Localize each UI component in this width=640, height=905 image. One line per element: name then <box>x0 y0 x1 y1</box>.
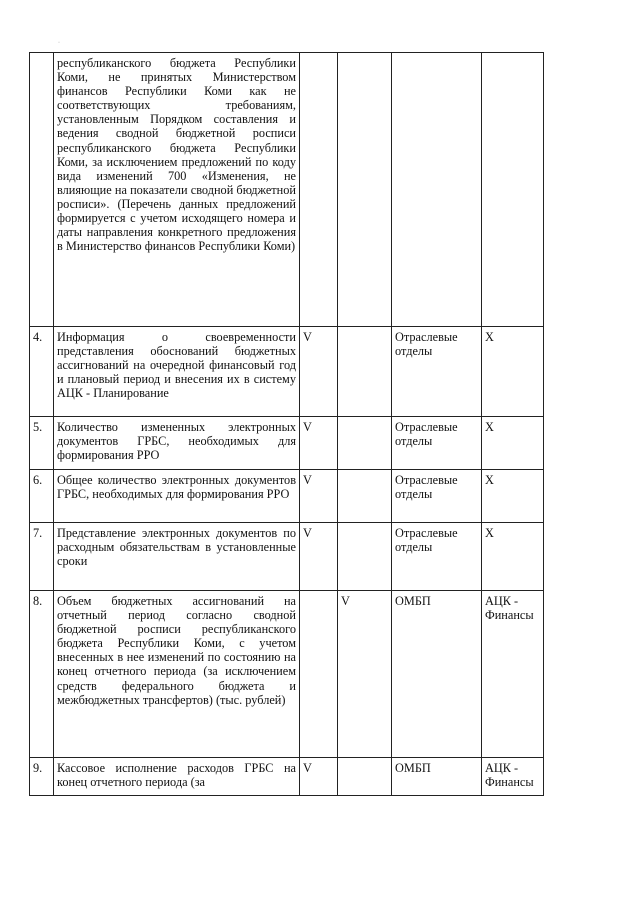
row-mark-a <box>300 53 338 327</box>
row-description-text: республиканского бюджета Республики Коми, не принятых Министерством финансов Республики Коми как не соответствующих требованиям, установленным Порядком составления и ведения сводной бюджетной росписи республиканского бюджета Республики Коми, за исключением предложений по коду вида изменений 700 «Изменения, не влияющие на показатели сводной бюджетной росписи». (Перечень данных предложений формируется с учетом исходящего номера и даты направления конкретного предложения в Министерство финансов Республики Коми) <box>57 56 296 254</box>
row-number: 7. <box>30 523 54 591</box>
row-mark-a: V <box>300 523 338 591</box>
row-description <box>54 523 300 591</box>
row-description-text: Кассовое исполнение расходов ГРБС на конец отчетного периода (за <box>57 761 296 790</box>
table-row <box>30 53 544 327</box>
row-mark-b <box>338 53 392 327</box>
row-mark-a: V <box>300 327 338 417</box>
table-row <box>30 417 544 470</box>
indicators-table <box>29 52 544 796</box>
row-number: 4. <box>30 327 54 417</box>
row-responsible <box>392 53 482 327</box>
row-source: АЦК - Финансы <box>482 591 544 758</box>
row-mark-a: V <box>300 470 338 523</box>
row-source: X <box>482 327 544 417</box>
row-mark-b <box>338 523 392 591</box>
row-description-text: Представление электронных документов по расходным обязательствам в установленные сроки <box>57 526 296 569</box>
row-description-text: Общее количество электронных документов ГРБС, необходимых для формирования РРО <box>57 473 296 502</box>
row-number <box>30 53 54 327</box>
row-mark-b <box>338 327 392 417</box>
table-row <box>30 470 544 523</box>
row-mark-a: V <box>300 417 338 470</box>
table-row <box>30 758 544 796</box>
row-mark-a: V <box>300 758 338 796</box>
row-responsible: Отраслевые отделы <box>392 417 482 470</box>
row-number: 6. <box>30 470 54 523</box>
row-responsible: Отраслевые отделы <box>392 327 482 417</box>
row-source: X <box>482 417 544 470</box>
table-row <box>30 327 544 417</box>
row-description <box>54 758 300 796</box>
page-speck: · <box>58 40 60 46</box>
row-description <box>54 591 300 758</box>
row-description <box>54 470 300 523</box>
row-number: 8. <box>30 591 54 758</box>
row-description-text: Информация о своевременности представления обоснований бюджетных ассигнований на очередной финансовый год и плановый период и внесения их в систему АЦК - Планирование <box>57 330 296 401</box>
row-description-text: Объем бюджетных ассигнований на отчетный период согласно сводной бюджетной росписи республиканского бюджета Республики Коми, с учетом внесенных в нее изменений по состоянию на конец отчетного периода (за исключением средств федерального бюджета и межбюджетных трансфертов) (тыс. рублей) <box>57 594 296 707</box>
row-number: 5. <box>30 417 54 470</box>
table-row <box>30 523 544 591</box>
row-mark-a <box>300 591 338 758</box>
row-source: АЦК - Финансы <box>482 758 544 796</box>
row-mark-b <box>338 758 392 796</box>
row-number: 9. <box>30 758 54 796</box>
row-source: X <box>482 470 544 523</box>
row-description <box>54 53 300 327</box>
row-source: X <box>482 523 544 591</box>
table-row <box>30 591 544 758</box>
row-source <box>482 53 544 327</box>
row-responsible: ОМБП <box>392 758 482 796</box>
row-mark-b <box>338 470 392 523</box>
row-description-text: Количество измененных электронных документов ГРБС, необходимых для формирования РРО <box>57 420 296 463</box>
row-responsible: Отраслевые отделы <box>392 523 482 591</box>
row-mark-b: V <box>338 591 392 758</box>
row-description <box>54 327 300 417</box>
row-responsible: Отраслевые отделы <box>392 470 482 523</box>
row-responsible: ОМБП <box>392 591 482 758</box>
row-mark-b <box>338 417 392 470</box>
row-description <box>54 417 300 470</box>
